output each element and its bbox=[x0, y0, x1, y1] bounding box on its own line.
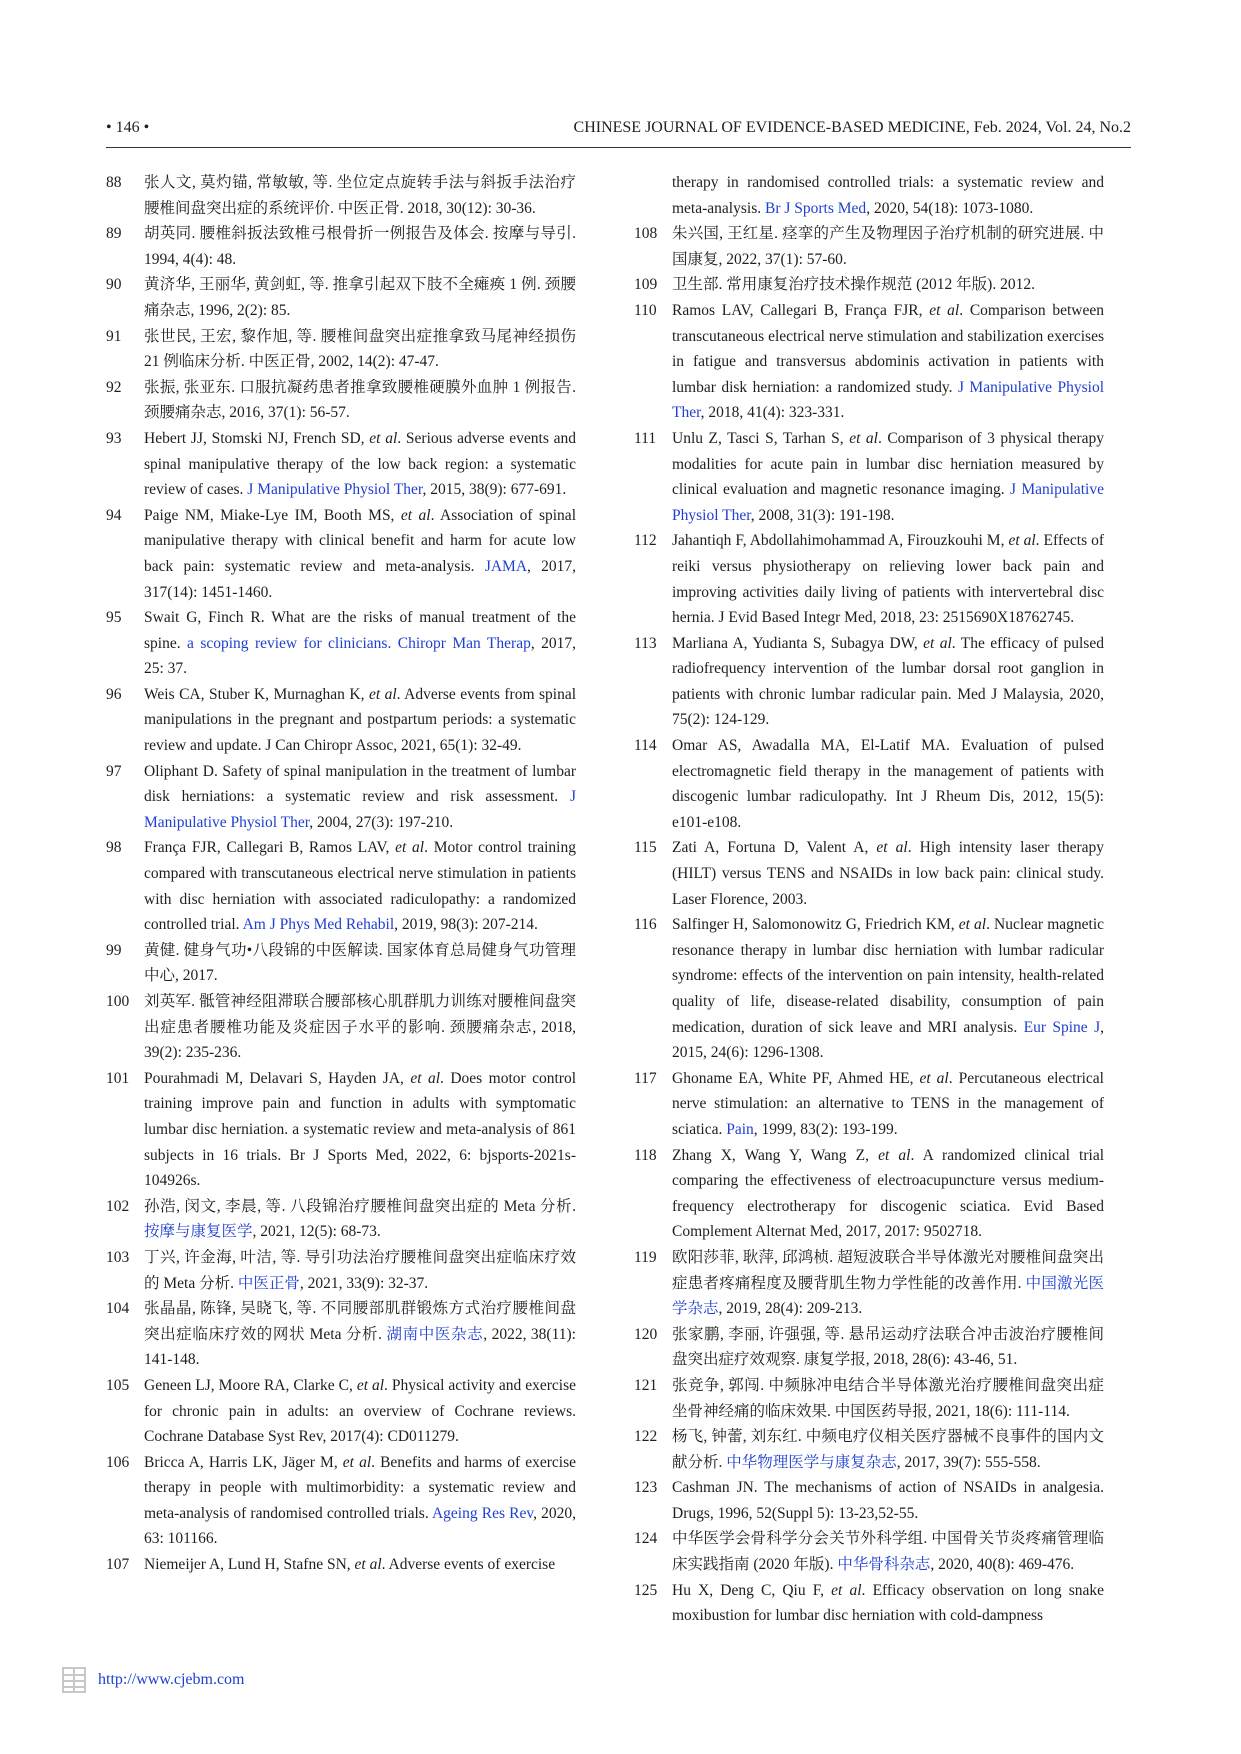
reference-text: 丁兴, 许金海, 叶洁, 等. 导引功法治疗腰椎间盘突出症临床疗效的 Meta 分析. bbox=[144, 1248, 576, 1292]
reference-number: 121 bbox=[634, 1376, 658, 1394]
reference-text: 朱兴国, 王红星. 痉挛的产生及物理因子治疗机制的研究进展. 中国康复, 2022, 37(1): 57-60. bbox=[672, 225, 1104, 268]
reference-entry bbox=[106, 938, 576, 989]
reference-entry bbox=[634, 272, 1104, 298]
reference-text: Jahantiqh F, Abdollahimohammad A, Firouzkouhi M, bbox=[672, 532, 1009, 550]
reference-text: 黄济华, 王丽华, 黄剑虹, 等. 推拿引起双下肢不全瘫痪 1 例. 颈腰痛杂志, 1996, 2(2): 85. bbox=[144, 276, 576, 319]
reference-text: 张家鹏, 李丽, 许强强, 等. 悬吊运动疗法联合冲击波治疗腰椎间盘突出症疗效观察. 康复学报, 2018, 28(6): 43-46, 51. bbox=[672, 1325, 1104, 1369]
et-al-text: et al bbox=[849, 429, 878, 447]
journal-link[interactable]: Br J Sports Med bbox=[764, 199, 867, 217]
journal-link[interactable]: Pain bbox=[726, 1120, 754, 1138]
reference-text: , 2020, 54(18): 1073-1080. bbox=[866, 199, 1034, 217]
reference-text: , 2020, 63: 101166. bbox=[144, 1504, 576, 1548]
reference-text: 胡英同. 腰椎斜扳法致椎弓根骨折一例报告及体会. 按摩与导引. 1994, 4(4): 48. bbox=[144, 225, 576, 268]
reference-text: , 2022, 38(11): 141-148. bbox=[144, 1325, 576, 1369]
reference-text: Niemeijer A, Lund H, Stafne SN, bbox=[144, 1556, 355, 1574]
reference-entry bbox=[634, 1245, 1104, 1322]
reference-text: . Does motor control training improve pain and function in adults with symptomatic lumbar disc herniation. a systematic review and meta-analysis of 861 subjects in 16 trials. Br J Sports Med, 2022, 6: bjsports-2021s-104926s. bbox=[144, 1069, 576, 1190]
reference-text: . Physical activity and exercise for chronic pain in adults: an overview of Cochrane reviews. Cochrane Database Syst Rev, 2017(4): CD011279. bbox=[144, 1376, 576, 1446]
reference-entry bbox=[106, 426, 576, 503]
reference-number: 88 bbox=[106, 174, 122, 191]
journal-link[interactable]: 中华骨科杂志 bbox=[837, 1556, 931, 1574]
reference-number: 125 bbox=[634, 1581, 658, 1599]
reference-text: Zhang X, Wang Y, Wang Z, bbox=[672, 1146, 879, 1164]
reference-entry bbox=[634, 170, 1104, 221]
journal-link[interactable]: J Manipulative Physiol Ther bbox=[672, 378, 1104, 422]
reference-number: 98 bbox=[106, 839, 122, 857]
reference-text: . Motor control training compared with transcutaneous electrical nerve stimulation in patients with disc herniation with associated radiculopathy: a randomized controlled trial. bbox=[144, 839, 576, 934]
journal-link[interactable]: J Manipulative Physiol Ther bbox=[247, 481, 423, 499]
reference-number: 89 bbox=[106, 225, 122, 243]
reference-number: 109 bbox=[634, 276, 658, 294]
reference-text: 杨飞, 钟蕾, 刘东红. 中频电疗仪相关医疗器械不良事件的国内文献分析. bbox=[672, 1428, 1104, 1471]
running-head bbox=[106, 119, 1131, 148]
reference-entry bbox=[106, 1552, 576, 1578]
reference-entry bbox=[106, 324, 576, 375]
reference-number: 102 bbox=[106, 1197, 130, 1215]
journal-link[interactable]: a scoping review for clinicians. Chiropr Man Therap bbox=[187, 634, 531, 652]
reference-entry bbox=[106, 1194, 576, 1245]
reference-number: 97 bbox=[106, 762, 122, 780]
reference-entry bbox=[106, 375, 576, 426]
reference-entry bbox=[634, 298, 1104, 426]
reference-number: 90 bbox=[106, 276, 122, 294]
et-al-text: et al bbox=[1008, 532, 1036, 550]
et-al-text: et al bbox=[410, 1069, 441, 1087]
reference-entry bbox=[106, 605, 576, 682]
reference-text: . Percutaneous electrical nerve stimulation: an alternative to TENS in the management of sciatica. bbox=[672, 1069, 1104, 1138]
reference-number: 103 bbox=[106, 1248, 130, 1266]
reference-text: Weis CA, Stuber K, Murnaghan K, bbox=[144, 685, 369, 703]
reference-number: 118 bbox=[634, 1146, 657, 1164]
reference-entry bbox=[106, 503, 576, 605]
reference-text: . Adverse events of exercise bbox=[381, 1556, 556, 1574]
reference-text: Oliphant D. Safety of spinal manipulation in the treatment of lumbar disk herniations: a systematic review and risk assessment. bbox=[144, 762, 576, 806]
reference-entry bbox=[634, 1066, 1104, 1143]
reference-text: , 2008, 31(3): 191-198. bbox=[750, 506, 895, 524]
et-al-text: et al bbox=[368, 685, 397, 703]
reference-entry bbox=[634, 426, 1104, 528]
reference-number: 108 bbox=[634, 225, 658, 243]
reference-text: , 1999, 83(2): 193-199. bbox=[753, 1120, 898, 1138]
reference-text: , 2019, 98(3): 207-214. bbox=[394, 916, 538, 934]
reference-entry bbox=[634, 631, 1104, 733]
reference-text: , 2017, 317(14): 1451-1460. bbox=[144, 557, 577, 601]
reference-entry bbox=[106, 835, 576, 937]
journal-link[interactable]: Eur Spine J bbox=[1023, 1018, 1101, 1036]
et-al-text: et al bbox=[831, 1581, 862, 1599]
reference-number: 110 bbox=[634, 301, 657, 319]
reference-text: Salfinger H, Salomonowitz G, Friedrich KM, bbox=[672, 916, 959, 934]
reference-entry bbox=[106, 221, 576, 272]
journal-logo-icon bbox=[60, 1666, 88, 1694]
reference-number: 114 bbox=[634, 737, 657, 755]
et-al-text: et al bbox=[369, 429, 398, 447]
reference-text: Bricca A, Harris LK, Jäger M, bbox=[144, 1453, 343, 1471]
reference-text: , 2018, 41(4): 323-331. bbox=[700, 404, 845, 422]
reference-entry bbox=[106, 1066, 576, 1194]
et-al-text: et al bbox=[878, 1146, 911, 1164]
reference-entry bbox=[634, 528, 1104, 630]
reference-number: 115 bbox=[634, 839, 657, 857]
reference-entry bbox=[106, 682, 576, 759]
reference-text: França FJR, Callegari B, Ramos LAV, bbox=[144, 839, 396, 857]
et-al-text: et al bbox=[356, 1376, 385, 1394]
et-al-text: et al bbox=[958, 916, 987, 934]
reference-number: 104 bbox=[106, 1300, 130, 1318]
reference-text: 黄健. 健身气功•八段锦的中医解读. 国家体育总局健身气功管理中心, 2017. bbox=[144, 941, 576, 985]
reference-text: Hebert JJ, Stomski NJ, French SD, bbox=[144, 429, 370, 447]
reference-text: . Association of spinal manipulative therapy with clinical benefit and harm for acute low back pain: systematic review and meta-analysis. bbox=[144, 506, 576, 575]
journal-link[interactable]: J Manipulative Physiol Ther bbox=[672, 481, 1104, 524]
et-al-text: et al bbox=[876, 839, 908, 857]
reference-text: 欧阳莎菲, 耿萍, 邱鸿桢. 超短波联合半导体激光对腰椎间盘突出症患者疼痛程度及腰背肌生物力学性能的改善作用. bbox=[672, 1248, 1104, 1292]
reference-entry bbox=[106, 1450, 576, 1552]
reference-number: 92 bbox=[106, 378, 122, 396]
reference-text: 张人文, 莫灼锚, 常敏敏, 等. 坐位定点旋转手法与斜扳手法治疗腰椎间盘突出症的系统评价. 中医正骨. 2018, 30(12): 30-36. bbox=[144, 174, 576, 217]
reference-text: Marliana A, Yudianta S, Subagya DW, bbox=[672, 634, 924, 652]
reference-number: 120 bbox=[634, 1325, 658, 1343]
reference-entry bbox=[106, 1245, 576, 1296]
et-al-text: et al bbox=[919, 1069, 949, 1087]
reference-text: therapy in randomised controlled trials: a systematic review and meta-analysis. bbox=[672, 174, 1104, 217]
journal-link[interactable]: Am J Phys Med Rehabil bbox=[242, 916, 395, 934]
reference-column-left bbox=[106, 170, 576, 1578]
reference-text: 中华医学会骨科学分会关节外科学组. 中国骨关节炎疼痛管理临床实践指南 (2020 年版). bbox=[672, 1530, 1104, 1574]
journal-link[interactable]: 按摩与康复医学 bbox=[144, 1223, 253, 1241]
reference-entry bbox=[634, 1475, 1104, 1526]
reference-number: 91 bbox=[106, 327, 122, 345]
journal-url-link[interactable]: http://www.cjebm.com bbox=[98, 1671, 245, 1688]
journal-link[interactable]: 中华物理医学与康复杂志 bbox=[726, 1453, 897, 1471]
reference-entry bbox=[634, 1322, 1104, 1373]
reference-text: Ramos LAV, Callegari B, França FJR, bbox=[672, 301, 930, 319]
reference-text: 孙浩, 闵文, 李晨, 等. 八段锦治疗腰椎间盘突出症的 Meta 分析. bbox=[144, 1197, 576, 1215]
reference-text: Cashman JN. The mechanisms of action of NSAIDs in analgesia. Drugs, 1996, 52(Suppl 5): 13-23,52-55. bbox=[672, 1479, 1104, 1522]
et-al-text: et al bbox=[400, 506, 431, 524]
reference-entry bbox=[634, 221, 1104, 272]
reference-text: Hu X, Deng C, Qiu F, bbox=[672, 1581, 832, 1599]
reference-entry bbox=[634, 1526, 1104, 1577]
journal-title: CHINESE JOURNAL OF EVIDENCE-BASED MEDICINE, Feb. 2024, Vol. 24, No.2 bbox=[573, 119, 1131, 136]
reference-text: Ghoname EA, White PF, Ahmed HE, bbox=[672, 1069, 920, 1087]
reference-text: Unlu Z, Tasci S, Tarhan S, bbox=[672, 429, 850, 447]
reference-entry bbox=[106, 1296, 576, 1373]
et-al-text: et al bbox=[342, 1453, 372, 1471]
reference-number: 119 bbox=[634, 1248, 657, 1266]
reference-number: 100 bbox=[106, 993, 130, 1010]
reference-text: Zati A, Fortuna D, Valent A, bbox=[672, 839, 877, 857]
reference-text: . A randomized clinical trial comparing the effectiveness of electroacupuncture versus medium-frequency electrotherapy for discogenic sciatica. Evid Based Complement Alternat Med, 2017, 2017: 9502718. bbox=[672, 1146, 1105, 1241]
reference-entry bbox=[634, 835, 1104, 912]
reference-text: . Adverse events from spinal manipulations in the pregnant and postpartum periods: a systematic review and update. J Can Chiropr Assoc, 2021, 65(1): 32-49. bbox=[144, 685, 576, 755]
reference-text: , 2017, 25: 37. bbox=[144, 634, 576, 678]
reference-number: 105 bbox=[106, 1376, 130, 1394]
reference-number: 117 bbox=[634, 1069, 657, 1087]
reference-text: . Nuclear magnetic resonance therapy in lumbar disc herniation with lumbar radicular syndrome: effects of the intervention on pain intensity, health-related quality of life, disease-related disability, consumption of pain medication, duration of sick leave and MRI analysis. bbox=[672, 916, 1104, 1036]
reference-text: . Benefits and harms of exercise therapy in people with multimorbidity: a systematic review and meta-analysis of randomised controlled trials. bbox=[144, 1453, 577, 1522]
journal-link[interactable]: 中医正骨 bbox=[237, 1274, 300, 1292]
reference-text: 张世民, 王宏, 黎作旭, 等. 腰椎间盘突出症推拿致马尾神经损伤 21 例临床分析. 中医正骨, 2002, 14(2): 47-47. bbox=[144, 327, 576, 371]
reference-text: , 2020, 40(8): 469-476. bbox=[930, 1556, 1075, 1574]
reference-text: . Efficacy observation on long snake moxibustion for lumbar disc herniation with cold-dampness bbox=[672, 1581, 1104, 1625]
reference-number: 112 bbox=[634, 532, 657, 550]
reference-text: Paige NM, Miake-Lye IM, Booth MS, bbox=[144, 506, 401, 524]
reference-text: Omar AS, Awadalla MA, El-Latif MA. Evaluation of pulsed electromagnetic field therapy in the management of patients with discogenic lumbar radiculopathy. Int J Rheum Dis, 2012, 15(5): e101-e108. bbox=[672, 737, 1104, 831]
reference-entry bbox=[634, 912, 1104, 1066]
journal-link[interactable]: JAMA bbox=[484, 557, 528, 575]
et-al-text: et al bbox=[395, 839, 425, 857]
reference-number: 99 bbox=[106, 941, 122, 959]
reference-text: Geneen LJ, Moore RA, Clarke C, bbox=[144, 1376, 357, 1394]
reference-entry bbox=[106, 1373, 576, 1450]
reference-text: Pourahmadi M, Delavari S, Hayden JA, bbox=[144, 1069, 411, 1087]
et-al-text: et al bbox=[929, 301, 960, 319]
reference-number: 93 bbox=[106, 429, 122, 447]
journal-link[interactable]: 湖南中医杂志 bbox=[386, 1325, 484, 1343]
reference-number: 122 bbox=[634, 1428, 658, 1446]
reference-number: 96 bbox=[106, 685, 122, 703]
page-footer bbox=[60, 1666, 245, 1702]
reference-number: 95 bbox=[106, 609, 122, 627]
reference-number: 113 bbox=[634, 634, 657, 652]
reference-text: Swait G, Finch R. What are the risks of manual treatment of the spine. bbox=[144, 609, 576, 652]
reference-text: , 2015, 38(9): 677-691. bbox=[422, 481, 567, 499]
reference-text: , 2019, 28(4): 209-213. bbox=[718, 1300, 863, 1318]
page-number: • 146 • bbox=[106, 119, 150, 136]
reference-number: 106 bbox=[106, 1453, 130, 1471]
reference-entry bbox=[106, 989, 576, 1066]
reference-text: 张竞争, 郭闯. 中频脉冲电结合半导体激光治疗腰椎间盘突出症坐骨神经痛的临床效果. 中国医药导报, 2021, 18(6): 111-114. bbox=[672, 1376, 1104, 1420]
reference-entry bbox=[634, 733, 1104, 835]
reference-number: 107 bbox=[106, 1556, 130, 1574]
reference-text: , 2015, 24(6): 1296-1308. bbox=[672, 1018, 1104, 1062]
reference-number: 111 bbox=[634, 429, 657, 447]
reference-text: . Serious adverse events and spinal manipulative therapy of the low back region: a systematic review of cases. bbox=[144, 429, 576, 499]
reference-entry bbox=[106, 759, 576, 836]
reference-text: , 2017, 39(7): 555-558. bbox=[896, 1453, 1041, 1471]
reference-text: , 2021, 12(5): 68-73. bbox=[252, 1223, 381, 1241]
reference-text: , 2004, 27(3): 197-210. bbox=[309, 813, 454, 831]
reference-entry bbox=[634, 1373, 1104, 1424]
reference-entry bbox=[634, 1424, 1104, 1475]
journal-link[interactable]: J Manipulative Physiol Ther bbox=[144, 788, 576, 831]
reference-entry bbox=[106, 170, 576, 221]
reference-text: 张晶晶, 陈锋, 吴晓飞, 等. 不同腰部肌群锻炼方式治疗腰椎间盘突出症临床疗效的网状 Meta 分析. bbox=[144, 1300, 576, 1343]
reference-text: . Effects of reiki versus physiotherapy on relieving lower back pain and improving activities daily living of patients with intervertebral disc hernia. J Evid Based Integr Med, 2018, 23: 2515690X18762745. bbox=[672, 532, 1104, 627]
reference-number: 101 bbox=[106, 1069, 130, 1087]
reference-number: 116 bbox=[634, 916, 657, 934]
reference-text: 刘英军. 骶管神经阻滞联合腰部核心肌群肌力训练对腰椎间盘突出症患者腰椎功能及炎症因子水平的影响. 颈腰痛杂志, 2018, 39(2): 235-236. bbox=[144, 993, 576, 1062]
reference-text: . The efficacy of pulsed radiofrequency intervention of the lumbar dorsal root ganglion in patients with chronic lumbar radicular pain. Med J Malaysia, 2020, 75(2): 124-129. bbox=[672, 634, 1104, 729]
journal-link[interactable]: 中国激光医学杂志 bbox=[672, 1274, 1104, 1318]
reference-text: . Comparison of 3 physical therapy modalities for acute pain in lumbar disc herniation measured by clinical evaluation and magnetic resonance imaging. bbox=[672, 429, 1104, 499]
reference-text: 卫生部. 常用康复治疗技术操作规范 (2012 年版). 2012. bbox=[672, 276, 1035, 294]
reference-text: . High intensity laser therapy (HILT) versus TENS and NSAIDs in low back pain: clinical study. Laser Florence, 2003. bbox=[672, 839, 1104, 908]
journal-link[interactable]: Ageing Res Rev bbox=[431, 1504, 534, 1522]
reference-number: 94 bbox=[106, 506, 122, 524]
et-al-text: et al bbox=[354, 1556, 382, 1574]
reference-number: 123 bbox=[634, 1479, 658, 1497]
reference-text: , 2021, 33(9): 32-37. bbox=[299, 1274, 429, 1292]
reference-entry bbox=[634, 1578, 1104, 1629]
reference-entry bbox=[106, 272, 576, 323]
reference-number: 124 bbox=[634, 1530, 658, 1548]
reference-column-right bbox=[634, 170, 1104, 1629]
et-al-text: et al bbox=[923, 634, 952, 652]
reference-entry bbox=[634, 1143, 1104, 1245]
reference-text: . Comparison between transcutaneous electrical nerve stimulation and stabilization exercises in fatigue and transversus abdominis activation in patients with lumbar disk herniation: a randomized study. bbox=[672, 301, 1104, 396]
reference-text: 张振, 张亚东. 口服抗凝药患者推拿致腰椎硬膜外血肿 1 例报告. 颈腰痛杂志, 2016, 37(1): 56-57. bbox=[144, 378, 576, 422]
